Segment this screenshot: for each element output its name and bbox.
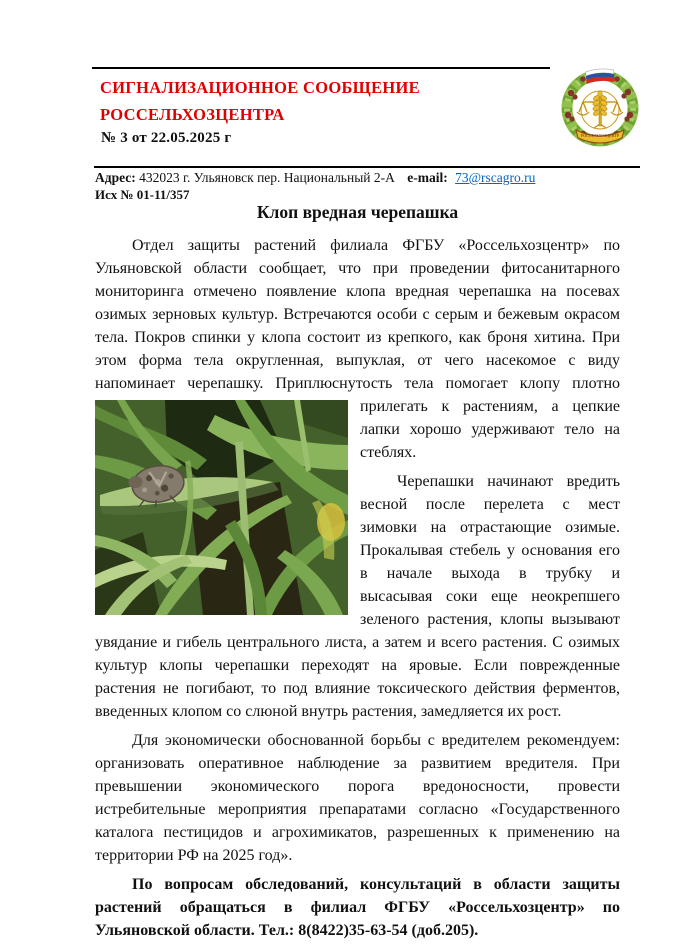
email-label: e-mail: xyxy=(407,170,448,185)
message-number: № 3 от 22.05.2025 г xyxy=(101,130,232,146)
header-top-divider xyxy=(92,67,550,69)
paragraph-1-text-before: Отдел защиты растений филиала ФГБУ «Россельхозцентр» по Ульяновской области сообщает, что при проведении фитосанитарного мониторинга отмечено появление клопа вредная черепашка на посевах озимых зерновых культур. Встречаются особи с серым и бежевым окрасом тела. Покров спинки у клопа состоит из крепкого, как броня хитина. При этом форма тела округленная, выпуклая, от чего насекомое с виду напоминает черепашку. Приплюснутость тела помогает клопу плотно прилегать к xyxy=(95,237,620,415)
paragraph-4: По вопросам обследований, консультаций в области защиты растений обращаться в филиал ФГБУ «Россельхозцентр» по Ульяновской области. Тел.: 8(8422)35-63-54 (доб.205). xyxy=(95,876,620,939)
logo-banner-text: РОССЕЛЬХОЗЦЕНТР xyxy=(580,133,620,138)
address-label: Адрес: xyxy=(95,170,136,185)
org-message-title xyxy=(100,74,420,128)
org-title-line1: СИГНАЛИЗАЦИОННОЕ СООБЩЕНИЕ xyxy=(100,78,420,97)
email-link[interactable]: 73@rscagro.ru xyxy=(455,170,536,185)
document-body xyxy=(95,202,620,948)
document-title: Клоп вредная черепашка xyxy=(256,202,459,222)
paragraph-2: Черепашки начинают вредить весной после перелета с мест зимовки на отрастающие озимые. Прокалывая стебель у основания его в начале выхода в трубку и высасывая соки еще неокрепшего зеленого растения, клопы вызывают увядание и гибель центрального листа, а затем и всего растения. С озимых культур клопы черепашки переходят на яровые. Если поврежденные растения не погибают, то под влияние токсического действия ферментов, введенных клопом со слюной внутрь растения, замедляется их рост. xyxy=(95,473,620,720)
address-value: 432023 г. Ульяновск пер. Национальный 2-А xyxy=(139,170,395,185)
paragraph-3: Для экономически обоснованной борьбы с вредителем рекомендуем: организовать оперативное наблюдение за развитием вредителя. При превышении экономического порога вредоносности, провести истребительные мероприятия препаратами согласно «Государственного каталога пестицидов и агрохимикатов, разрешенных к применению на территории РФ на 2025 год». xyxy=(95,732,620,864)
paragraph-1 xyxy=(95,234,620,464)
outgoing-number: Исх № 01-11/357 xyxy=(95,187,190,202)
org-title-line2: РОССЕЛЬХОЗЦЕНТРА xyxy=(100,105,285,124)
rosselkhozcenter-logo-icon xyxy=(559,68,641,148)
header-bottom-divider xyxy=(94,166,640,168)
paragraph-1-text-after: растениям, а цепкие лапки хорошо удерживают тело на стеблях. xyxy=(360,398,621,461)
address-line xyxy=(95,170,535,186)
pest-photo xyxy=(95,400,348,615)
